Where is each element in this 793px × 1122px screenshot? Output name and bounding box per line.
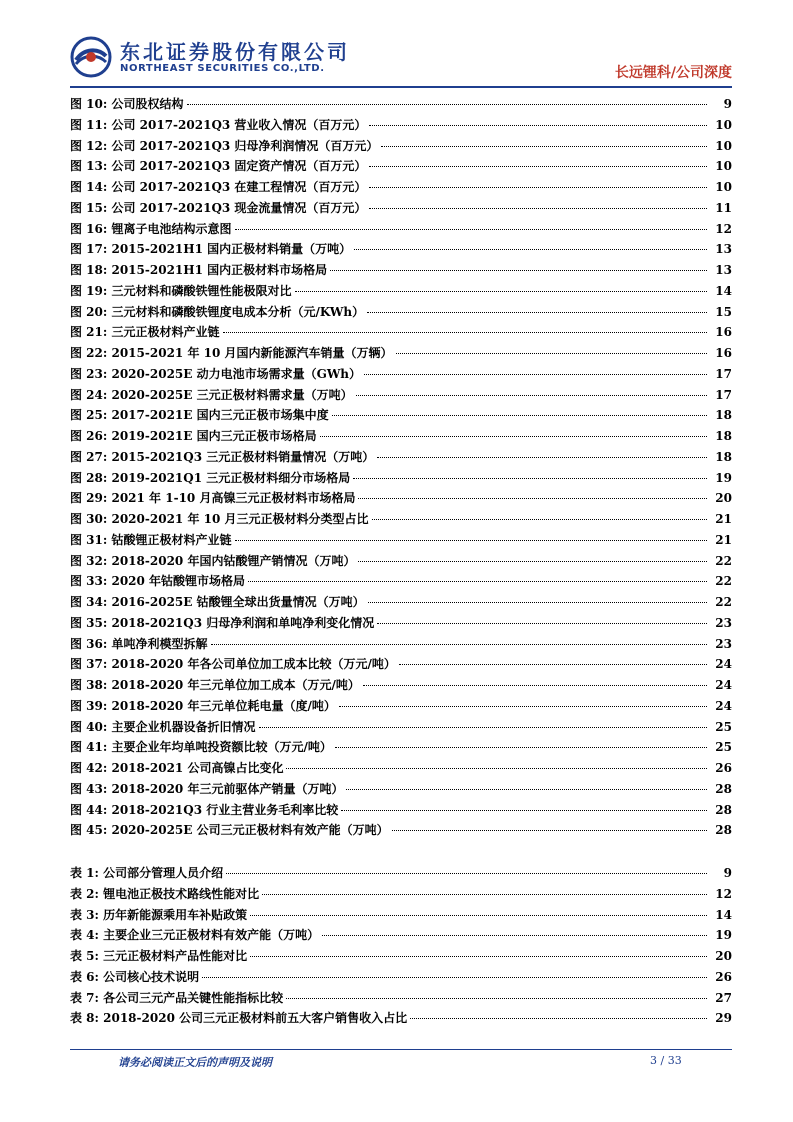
- page-indicator: 3 / 33: [650, 1054, 682, 1067]
- toc-figure-entry[interactable]: [70, 592, 732, 613]
- toc-page-number: 15: [715, 304, 732, 319]
- toc-entry-title: 图 26: 2019-2021E 国内三元正极市场格局: [70, 429, 317, 443]
- toc-page-number: 24: [715, 657, 732, 672]
- toc-page-number: 22: [715, 553, 732, 568]
- toc-figure-entry[interactable]: [70, 302, 732, 323]
- toc-figure-entry[interactable]: [70, 820, 732, 841]
- dot-leader: [346, 789, 707, 790]
- toc-figure-entry[interactable]: [70, 530, 732, 551]
- dot-leader: [353, 478, 707, 479]
- toc-figure-entry[interactable]: [70, 364, 732, 385]
- dot-leader: [235, 229, 708, 230]
- toc-figure-entry[interactable]: [70, 447, 732, 468]
- toc-page-number: 19: [715, 470, 732, 485]
- toc-entry-title: 图 11: 公司 2017-2021Q3 营业收入情况（百万元）: [70, 117, 367, 132]
- toc-figure-entry[interactable]: [70, 343, 732, 364]
- toc-entry-title: 表 1: 公司部分管理人员介绍: [70, 866, 224, 880]
- toc-table-entry[interactable]: [70, 925, 732, 946]
- toc-entry-title: 图 23: 2020-2025E 动力电池市场需求量（GWh）: [70, 366, 362, 381]
- dot-leader: [262, 894, 707, 895]
- dot-leader: [223, 332, 708, 333]
- dot-leader: [235, 540, 708, 541]
- figure-list: [70, 94, 732, 841]
- dot-leader: [377, 623, 707, 624]
- toc-figure-entry[interactable]: [70, 426, 732, 447]
- dot-leader: [358, 561, 707, 562]
- toc-table-entry[interactable]: [70, 988, 732, 1009]
- toc-figure-entry[interactable]: [70, 488, 732, 509]
- toc-page-number: 17: [715, 387, 732, 402]
- toc-entry-title: 图 35: 2018-2021Q3 归母净利润和单吨净利变化情况: [70, 615, 375, 630]
- dot-leader: [226, 873, 707, 874]
- report-tag: 长远锂科/公司深度: [614, 65, 732, 81]
- toc-page-number: 10: [715, 180, 732, 194]
- toc-entry-title: 图 15: 公司 2017-2021Q3 现金流量情况（百万元）: [70, 200, 367, 215]
- dot-leader: [377, 457, 707, 458]
- toc-entry-title: 图 25: 2017-2021E 国内三元正极市场集中度: [70, 408, 329, 423]
- toc-figure-entry[interactable]: [70, 405, 732, 426]
- footer-disclaimer: 请务必阅读正文后的声明及说明: [118, 1056, 272, 1069]
- toc-figure-entry[interactable]: [70, 758, 732, 779]
- toc-entry-title: 图 36: 单吨净利模型拆解: [70, 636, 208, 651]
- toc-page-number: 19: [715, 928, 732, 943]
- dot-leader: [286, 768, 707, 769]
- dot-leader: [354, 249, 707, 250]
- dot-leader: [335, 747, 707, 748]
- toc-figure-entry[interactable]: [70, 260, 732, 281]
- toc-page-number: 14: [715, 283, 732, 298]
- dot-leader: [286, 998, 707, 999]
- toc-entry-title: 表 5: 三元正极材料产品性能对比: [70, 949, 248, 963]
- dot-leader: [367, 312, 707, 313]
- company-name-en: NORTHEAST SECURITIES CO.,LTD.: [120, 63, 325, 74]
- toc-page-number: 21: [715, 532, 732, 547]
- toc-page-number: 23: [715, 615, 732, 630]
- toc-page-number: 29: [715, 1011, 732, 1026]
- toc-entry-title: 图 44: 2018-2021Q3 行业主营业务毛利率比较: [70, 802, 339, 817]
- toc-figure-entry[interactable]: [70, 571, 732, 592]
- toc-page-number: 27: [715, 990, 732, 1005]
- dot-leader: [332, 415, 707, 416]
- dot-leader: [396, 353, 708, 354]
- toc-page-number: 12: [715, 221, 732, 236]
- toc-page-number: 10: [715, 117, 732, 132]
- table-list: [70, 863, 732, 1029]
- toc-page-number: 25: [715, 719, 732, 734]
- toc-entry-title: 图 20: 三元材料和磷酸铁锂度电成本分析（元/KWh）: [70, 304, 365, 319]
- toc-page-number: 9: [723, 97, 732, 111]
- dot-leader: [368, 602, 707, 603]
- dot-leader: [369, 125, 707, 126]
- toc-figure-entry[interactable]: [70, 156, 732, 177]
- toc-page-number: 26: [715, 761, 732, 775]
- toc-figure-entry[interactable]: [70, 613, 732, 634]
- toc-page-number: 24: [715, 698, 732, 713]
- dot-leader: [187, 104, 708, 105]
- dot-leader: [339, 706, 707, 707]
- toc-entry-title: 图 39: 2018-2020 年三元单位耗电量（度/吨）: [70, 698, 336, 713]
- company-name-cn: 东北证券股份有限公司: [120, 40, 350, 64]
- toc-figure-entry[interactable]: [70, 468, 732, 489]
- toc-entry-title: 图 43: 2018-2020 年三元前驱体产销量（万吨）: [70, 781, 344, 796]
- table-of-contents: [70, 94, 732, 1029]
- toc-entry-title: 图 31: 钴酸锂正极材料产业链: [70, 532, 232, 547]
- toc-table-entry[interactable]: [70, 946, 732, 967]
- toc-entry-title: 图 18: 2015-2021H1 国内正极材料市场格局: [70, 263, 328, 277]
- dot-leader: [372, 519, 708, 520]
- toc-table-entry[interactable]: [70, 884, 732, 905]
- toc-figure-entry[interactable]: [70, 115, 732, 136]
- toc-entry-title: 图 13: 公司 2017-2021Q3 固定资产情况（百万元）: [70, 159, 367, 174]
- toc-figure-entry[interactable]: [70, 136, 732, 157]
- section-gap: [70, 841, 732, 863]
- toc-entry-title: 图 29: 2021 年 1-10 月高镍三元正极材料市场格局: [70, 491, 356, 506]
- dot-leader: [250, 956, 707, 957]
- toc-page-number: 21: [715, 512, 732, 526]
- toc-figure-entry[interactable]: [70, 509, 732, 530]
- toc-page-number: 20: [715, 491, 732, 506]
- toc-figure-entry[interactable]: [70, 385, 732, 406]
- toc-figure-entry[interactable]: [70, 94, 732, 115]
- toc-entry-title: 表 8: 2018-2020 公司三元正极材料前五大客户销售收入占比: [70, 1011, 408, 1026]
- dot-leader: [369, 187, 707, 188]
- toc-figure-entry[interactable]: [70, 634, 732, 655]
- toc-figure-entry[interactable]: [70, 696, 732, 717]
- toc-page-number: 28: [715, 823, 732, 838]
- toc-figure-entry[interactable]: [70, 779, 732, 800]
- toc-entry-title: 图 30: 2020-2021 年 10 月三元正极材料分类型占比: [70, 512, 369, 526]
- header-divider: [70, 86, 732, 88]
- toc-table-entry[interactable]: [70, 863, 732, 884]
- dot-leader: [330, 270, 707, 271]
- toc-entry-title: 图 27: 2015-2021Q3 三元正极材料销量情况（万吨）: [70, 449, 375, 464]
- toc-figure-entry[interactable]: [70, 717, 732, 738]
- dot-leader: [392, 830, 707, 831]
- toc-page-number: 28: [715, 802, 732, 817]
- toc-page-number: 18: [715, 429, 732, 443]
- toc-page-number: 18: [715, 449, 732, 464]
- toc-figure-entry[interactable]: [70, 675, 732, 696]
- toc-entry-title: 图 32: 2018-2020 年国内钴酸锂产销情况（万吨）: [70, 553, 356, 568]
- toc-entry-title: 图 10: 公司股权结构: [70, 97, 184, 111]
- dot-leader: [341, 810, 707, 811]
- toc-figure-entry[interactable]: [70, 239, 732, 260]
- dot-leader: [410, 1018, 707, 1019]
- toc-page-number: 23: [715, 636, 732, 651]
- toc-entry-title: 图 37: 2018-2020 年各公司单位加工成本比较（万元/吨）: [70, 657, 396, 672]
- toc-entry-title: 图 17: 2015-2021H1 国内正极材料销量（万吨）: [70, 242, 352, 257]
- dot-leader: [356, 395, 707, 396]
- toc-table-entry[interactable]: [70, 1008, 732, 1029]
- dot-leader: [363, 685, 707, 686]
- toc-entry-title: 图 12: 公司 2017-2021Q3 归母净利润情况（百万元）: [70, 138, 379, 153]
- toc-entry-title: 表 2: 锂电池正极技术路线性能对比: [70, 886, 260, 901]
- toc-figure-entry[interactable]: [70, 177, 732, 198]
- toc-table-entry[interactable]: [70, 905, 732, 926]
- toc-figure-entry[interactable]: [70, 219, 732, 240]
- toc-entry-title: 表 4: 主要企业三元正极材料有效产能（万吨）: [70, 928, 320, 943]
- toc-page-number: 28: [715, 781, 732, 796]
- toc-entry-title: 图 38: 2018-2020 年三元单位加工成本（万元/吨）: [70, 678, 360, 692]
- footer-divider: [70, 1049, 732, 1050]
- toc-figure-entry[interactable]: [70, 654, 732, 675]
- toc-entry-title: 图 34: 2016-2025E 钴酸锂全球出货量情况（万吨）: [70, 595, 365, 609]
- toc-figure-entry[interactable]: [70, 281, 732, 302]
- toc-figure-entry[interactable]: [70, 322, 732, 343]
- dot-leader: [322, 935, 707, 936]
- toc-page-number: 11: [715, 200, 732, 215]
- toc-entry-title: 图 24: 2020-2025E 三元正极材料需求量（万吨）: [70, 387, 353, 402]
- toc-entry-title: 图 22: 2015-2021 年 10 月国内新能源汽车销量（万辆）: [70, 346, 393, 360]
- toc-entry-title: 图 41: 主要企业年均单吨投资额比较（万元/吨）: [70, 740, 332, 755]
- toc-page-number: 16: [715, 346, 732, 360]
- dot-leader: [248, 581, 707, 582]
- toc-page-number: 16: [715, 325, 732, 340]
- toc-page-number: 14: [715, 907, 732, 922]
- toc-entry-title: 图 40: 主要企业机器设备折旧情况: [70, 719, 256, 734]
- toc-figure-entry[interactable]: [70, 737, 732, 758]
- toc-figure-entry[interactable]: [70, 551, 732, 572]
- dot-leader: [320, 436, 707, 437]
- toc-page-number: 13: [715, 263, 732, 277]
- dot-leader: [369, 166, 707, 167]
- dot-leader: [399, 664, 707, 665]
- toc-page-number: 25: [715, 740, 732, 755]
- toc-page-number: 22: [715, 595, 732, 609]
- toc-page-number: 9: [723, 866, 732, 880]
- toc-page-number: 18: [715, 408, 732, 423]
- toc-entry-title: 图 45: 2020-2025E 公司三元正极材料有效产能（万吨）: [70, 823, 389, 838]
- toc-entry-title: 表 7: 各公司三元产品关键性能指标比较: [70, 990, 284, 1005]
- dot-leader: [202, 977, 707, 978]
- dot-leader: [259, 727, 708, 728]
- toc-entry-title: 图 42: 2018-2021 公司高镍占比变化: [70, 761, 284, 775]
- toc-page-number: 22: [715, 574, 732, 589]
- dot-leader: [364, 374, 707, 375]
- toc-figure-entry[interactable]: [70, 198, 732, 219]
- page-header: [70, 36, 732, 84]
- toc-figure-entry[interactable]: [70, 800, 732, 821]
- toc-page-number: 20: [715, 949, 732, 963]
- toc-entry-title: 图 33: 2020 年钴酸锂市场格局: [70, 574, 246, 589]
- toc-entry-title: 图 14: 公司 2017-2021Q3 在建工程情况（百万元）: [70, 180, 367, 194]
- toc-entry-title: 图 19: 三元材料和磷酸铁锂性能极限对比: [70, 283, 292, 298]
- toc-entry-title: 表 6: 公司核心技术说明: [70, 969, 200, 984]
- dot-leader: [295, 291, 708, 292]
- toc-table-entry[interactable]: [70, 967, 732, 988]
- toc-entry-title: 表 3: 历年新能源乘用车补贴政策: [70, 907, 248, 922]
- toc-entry-title: 图 16: 锂离子电池结构示意图: [70, 221, 232, 236]
- dot-leader: [358, 498, 707, 499]
- toc-entry-title: 图 28: 2019-2021Q1 三元正极材料细分市场格局: [70, 470, 351, 485]
- toc-page-number: 10: [715, 138, 732, 153]
- dot-leader: [381, 146, 707, 147]
- dot-leader: [369, 208, 707, 209]
- company-logo-icon: [70, 36, 112, 78]
- toc-page-number: 10: [715, 159, 732, 174]
- toc-page-number: 26: [715, 969, 732, 984]
- toc-page-number: 13: [715, 242, 732, 257]
- toc-page-number: 17: [715, 366, 732, 381]
- toc-page-number: 24: [715, 678, 732, 692]
- toc-entry-title: 图 21: 三元正极材料产业链: [70, 325, 220, 340]
- dot-leader: [211, 644, 708, 645]
- dot-leader: [250, 915, 707, 916]
- toc-page-number: 12: [715, 886, 732, 901]
